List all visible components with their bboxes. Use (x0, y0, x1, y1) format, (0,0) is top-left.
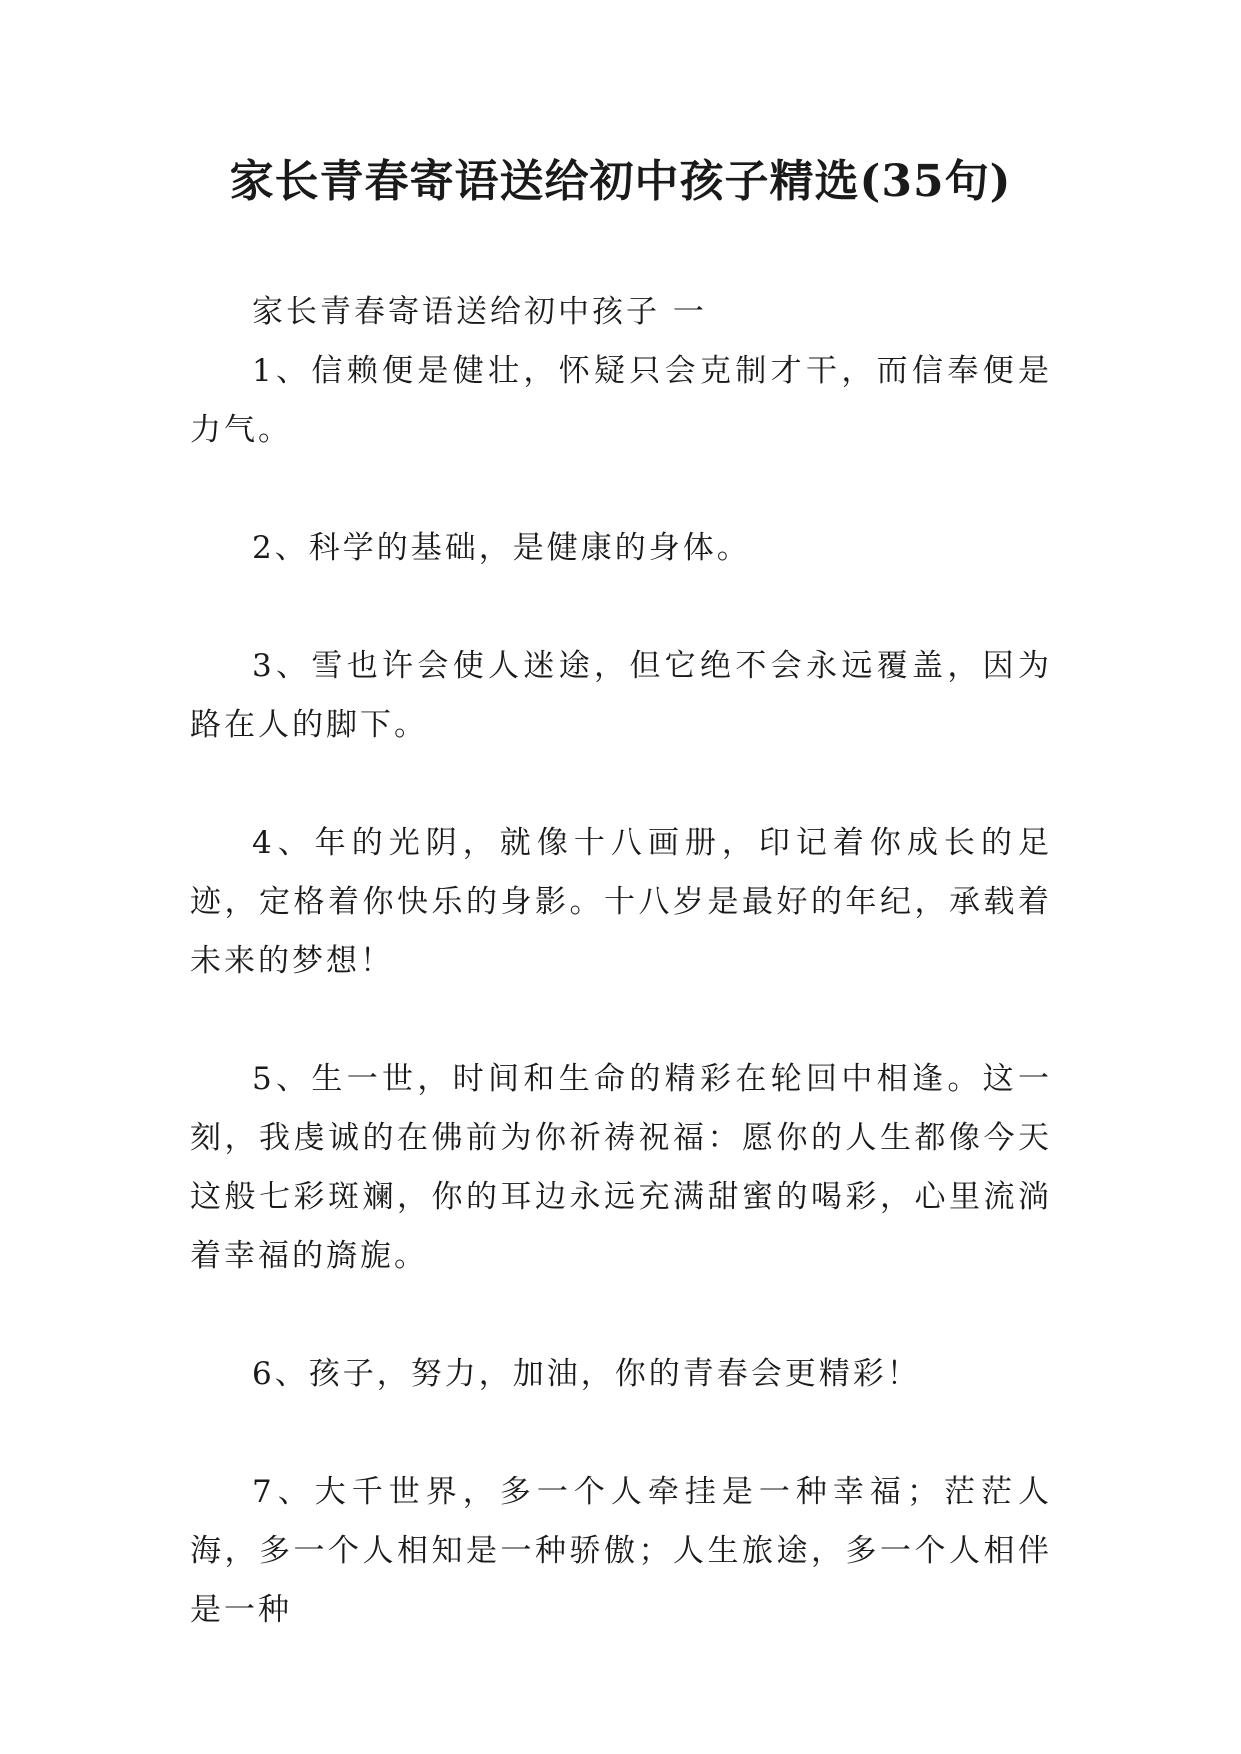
paragraph-2: 2、科学的基础，是健康的身体。 (252, 530, 751, 566)
document-body (190, 283, 1052, 1640)
paragraph-4: 4、年的光阴，就像十八画册，印记着你成长的足迹，定格着你快乐的身影。十八岁是最好的年纪，承载着未来的梦想！ (190, 825, 1052, 979)
paragraph-6: 6、孩子，努力，加油，你的青春会更精彩！ (252, 1356, 921, 1392)
section-heading: 家长青春寄语送给初中孩子 一 (252, 294, 707, 330)
paragraph-7: 7、大千世界，多一个人牵挂是一种幸福；茫茫人海，多一个人相知是一种骄傲；人生旅途，多一个人相伴是一种 (190, 1474, 1052, 1628)
paragraph-3: 3、雪也许会使人迷途，但它绝不会永远覆盖，因为路在人的脚下。 (190, 648, 1052, 743)
paragraph-5: 5、生一世，时间和生命的精彩在轮回中相逢。这一刻，我虔诚的在佛前为你祈祷祝福：愿你的人生都像今天这般七彩斑斓，你的耳边永远充满甜蜜的喝彩，心里流淌着幸福的旖旎。 (190, 1061, 1052, 1274)
document-title: 家长青春寄语送给初中孩子精选(35句) (229, 156, 1012, 207)
paragraph-1: 1、信赖便是健壮，怀疑只会克制才干，而信奉便是力气。 (190, 353, 1052, 448)
